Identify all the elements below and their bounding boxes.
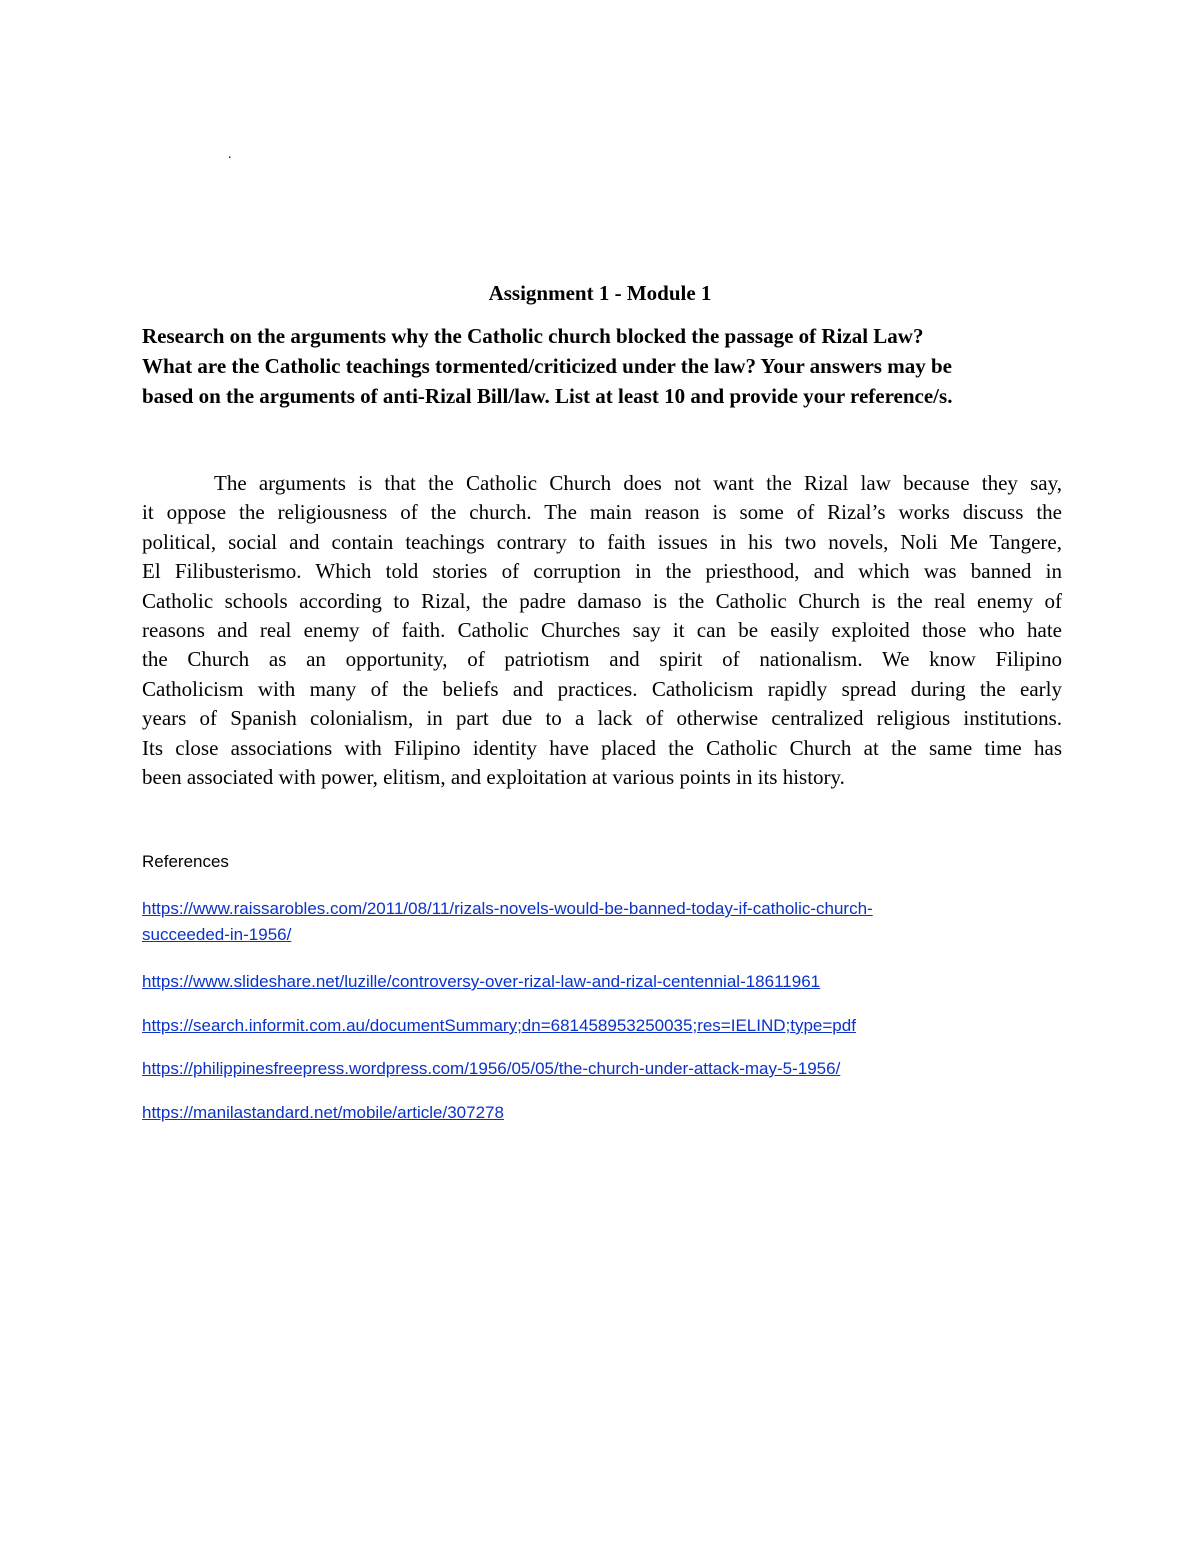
paragraph-line: Catholicism with many of the beliefs and practices. Catholicism rapidly spread during the early	[142, 676, 1062, 701]
reference-link-raissarobles[interactable]	[142, 896, 873, 948]
paragraph-line: El Filibusterismo. Which told stories of corruption in the priesthood, and which was banned in	[142, 559, 1062, 584]
paragraph-line: been associated with power, elitism, and exploitation at various points in its history.	[142, 765, 845, 790]
paragraph-line: it oppose the religiousness of the church. The main reason is some of Rizal’s works discuss the	[142, 500, 1062, 525]
paragraph-line: Its close associations with Filipino identity have placed the Catholic Church at the same time has	[142, 735, 1062, 760]
paragraph-line: reasons and real enemy of faith. Catholic Churches say it can be easily exploited those who hate	[142, 618, 1062, 643]
reference-link-line[interactable]: succeeded-in-1956/	[142, 925, 292, 944]
reference-link-manilastandard[interactable]: https://manilastandard.net/mobile/article/307278	[142, 1103, 504, 1122]
paragraph-line: political, social and contain teachings contrary to faith issues in his two novels, Noli Me Tangere,	[142, 529, 1062, 554]
references-heading: References	[142, 852, 229, 871]
assignment-title: Assignment 1 - Module 1	[488, 281, 712, 305]
question-line: based on the arguments of anti-Rizal Bill/law. List at least 10 and provide your reference/s.	[142, 384, 953, 408]
paragraph-line: the Church as an opportunity, of patriotism and spirit of nationalism. We know Filipino	[142, 647, 1062, 672]
assignment-question	[142, 321, 1062, 411]
paragraph-line: The arguments is that the Catholic Church does not want the Rizal law because they say,	[214, 471, 1062, 495]
reference-link-slideshare[interactable]: https://www.slideshare.net/luzille/controversy-over-rizal-law-and-rizal-centennial-18611961	[142, 972, 821, 991]
paragraph-line: Catholic schools according to Rizal, the padre damaso is the Catholic Church is the real enemy of	[142, 588, 1062, 613]
reference-link-freepress[interactable]: https://philippinesfreepress.wordpress.com/1956/05/05/the-church-under-attack-may-5-1956/	[142, 1059, 841, 1078]
reference-link-informit[interactable]: https://search.informit.com.au/documentSummary;dn=681458953250035;res=IELIND;type=pdf	[142, 1016, 856, 1035]
paragraph-line: years of Spanish colonialism, in part due to a lack of otherwise centralized religious institutions.	[142, 706, 1062, 731]
question-line: Research on the arguments why the Catholic church blocked the passage of Rizal Law?	[142, 324, 924, 348]
question-line: What are the Catholic teachings tormented/criticized under the law? Your answers may be	[142, 354, 952, 378]
answer-paragraph	[142, 469, 1062, 792]
reference-link-line[interactable]: https://www.raissarobles.com/2011/08/11/rizals-novels-would-be-banned-today-if-catholic-church-	[142, 899, 873, 918]
stray-mark: .	[228, 147, 232, 162]
